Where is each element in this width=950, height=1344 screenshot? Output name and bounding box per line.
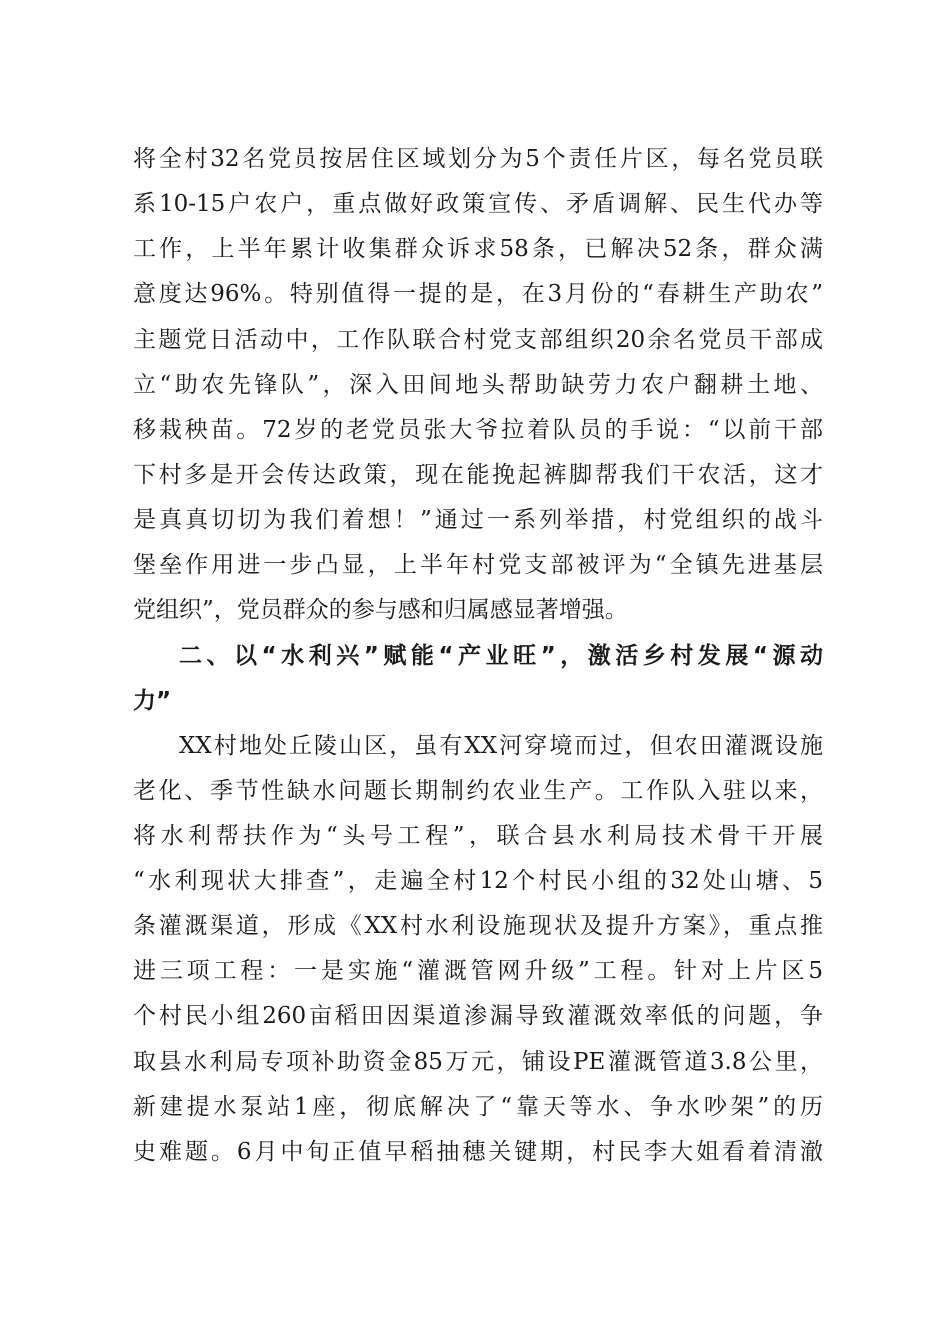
- paragraph-1-line: 党组织”，党员群众的参与感和归属感显著增强。: [133, 597, 628, 623]
- paragraph-1-line: 下村多是开会传达政策，现在能挽起裤脚帮我们干农活，这才: [133, 462, 823, 488]
- paragraph-2-line: 取县水利局专项补助资金85万元，铺设PE灌溉管道3.8公里，: [133, 1049, 823, 1075]
- paragraph-2-line: “水利现状大排查”，走遍全村12个村民小组的32处山塘、5: [133, 868, 823, 894]
- paragraph-2-line: 史难题。6月中旬正值早稻抽穗关键期，村民李大姐看着清澈: [133, 1139, 823, 1165]
- paragraph-2-line: 将水利帮扶作为“头号工程”，联合县水利局技术骨干开展: [133, 823, 823, 849]
- paragraph-1-line: 系10-15户农户，重点做好政策宣传、矛盾调解、民生代办等: [133, 191, 823, 217]
- section-heading-line: 力”: [133, 688, 172, 714]
- paragraph-2-line: 条灌溉渠道，形成《XX村水利设施现状及提升方案》，重点推: [133, 913, 823, 939]
- paragraph-1-line: 意度达96%。特别值得一提的是，在3月份的“春耕生产助农”: [133, 281, 823, 307]
- paragraph-2-line: 进三项工程：一是实施“灌溉管网升级”工程。针对上片区5: [133, 958, 823, 984]
- paragraph-2-line: XX村地处丘陵山区，虽有XX河穿境而过，但农田灌溉设施: [179, 733, 823, 759]
- paragraph-1-line: 主题党日活动中，工作队联合村党支部组织20余名党员干部成: [133, 327, 823, 353]
- paragraph-1-line: 堡垒作用进一步凸显，上半年村党支部被评为“全镇先进基层: [133, 552, 823, 578]
- paragraph-2-line: 个村民小组260亩稻田因渠道渗漏导致灌溉效率低的问题，争: [133, 1003, 823, 1029]
- section-heading-line: 二、以“水利兴”赋能“产业旺”，激活乡村发展“源动: [179, 643, 823, 669]
- paragraph-1-line: 工作，上半年累计收集群众诉求58条，已解决52条，群众满: [133, 236, 823, 262]
- paragraph-2-line: 老化、季节性缺水问题长期制约农业生产。工作队入驻以来，: [133, 778, 823, 804]
- paragraph-1-line: 是真真切切为我们着想！”通过一系列举措，村党组织的战斗: [133, 507, 823, 533]
- paragraph-1-line: 移栽秧苗。72岁的老党员张大爷拉着队员的手说：“以前干部: [133, 417, 823, 443]
- paragraph-1-line: 将全村32名党员按居住区域划分为5个责任片区，每名党员联: [133, 146, 823, 172]
- paragraph-2-line: 新建提水泵站1座，彻底解决了“靠天等水、争水吵架”的历: [133, 1094, 823, 1120]
- paragraph-1-line: 立“助农先锋队”，深入田间地头帮助缺劳力农户翻耕土地、: [133, 372, 823, 398]
